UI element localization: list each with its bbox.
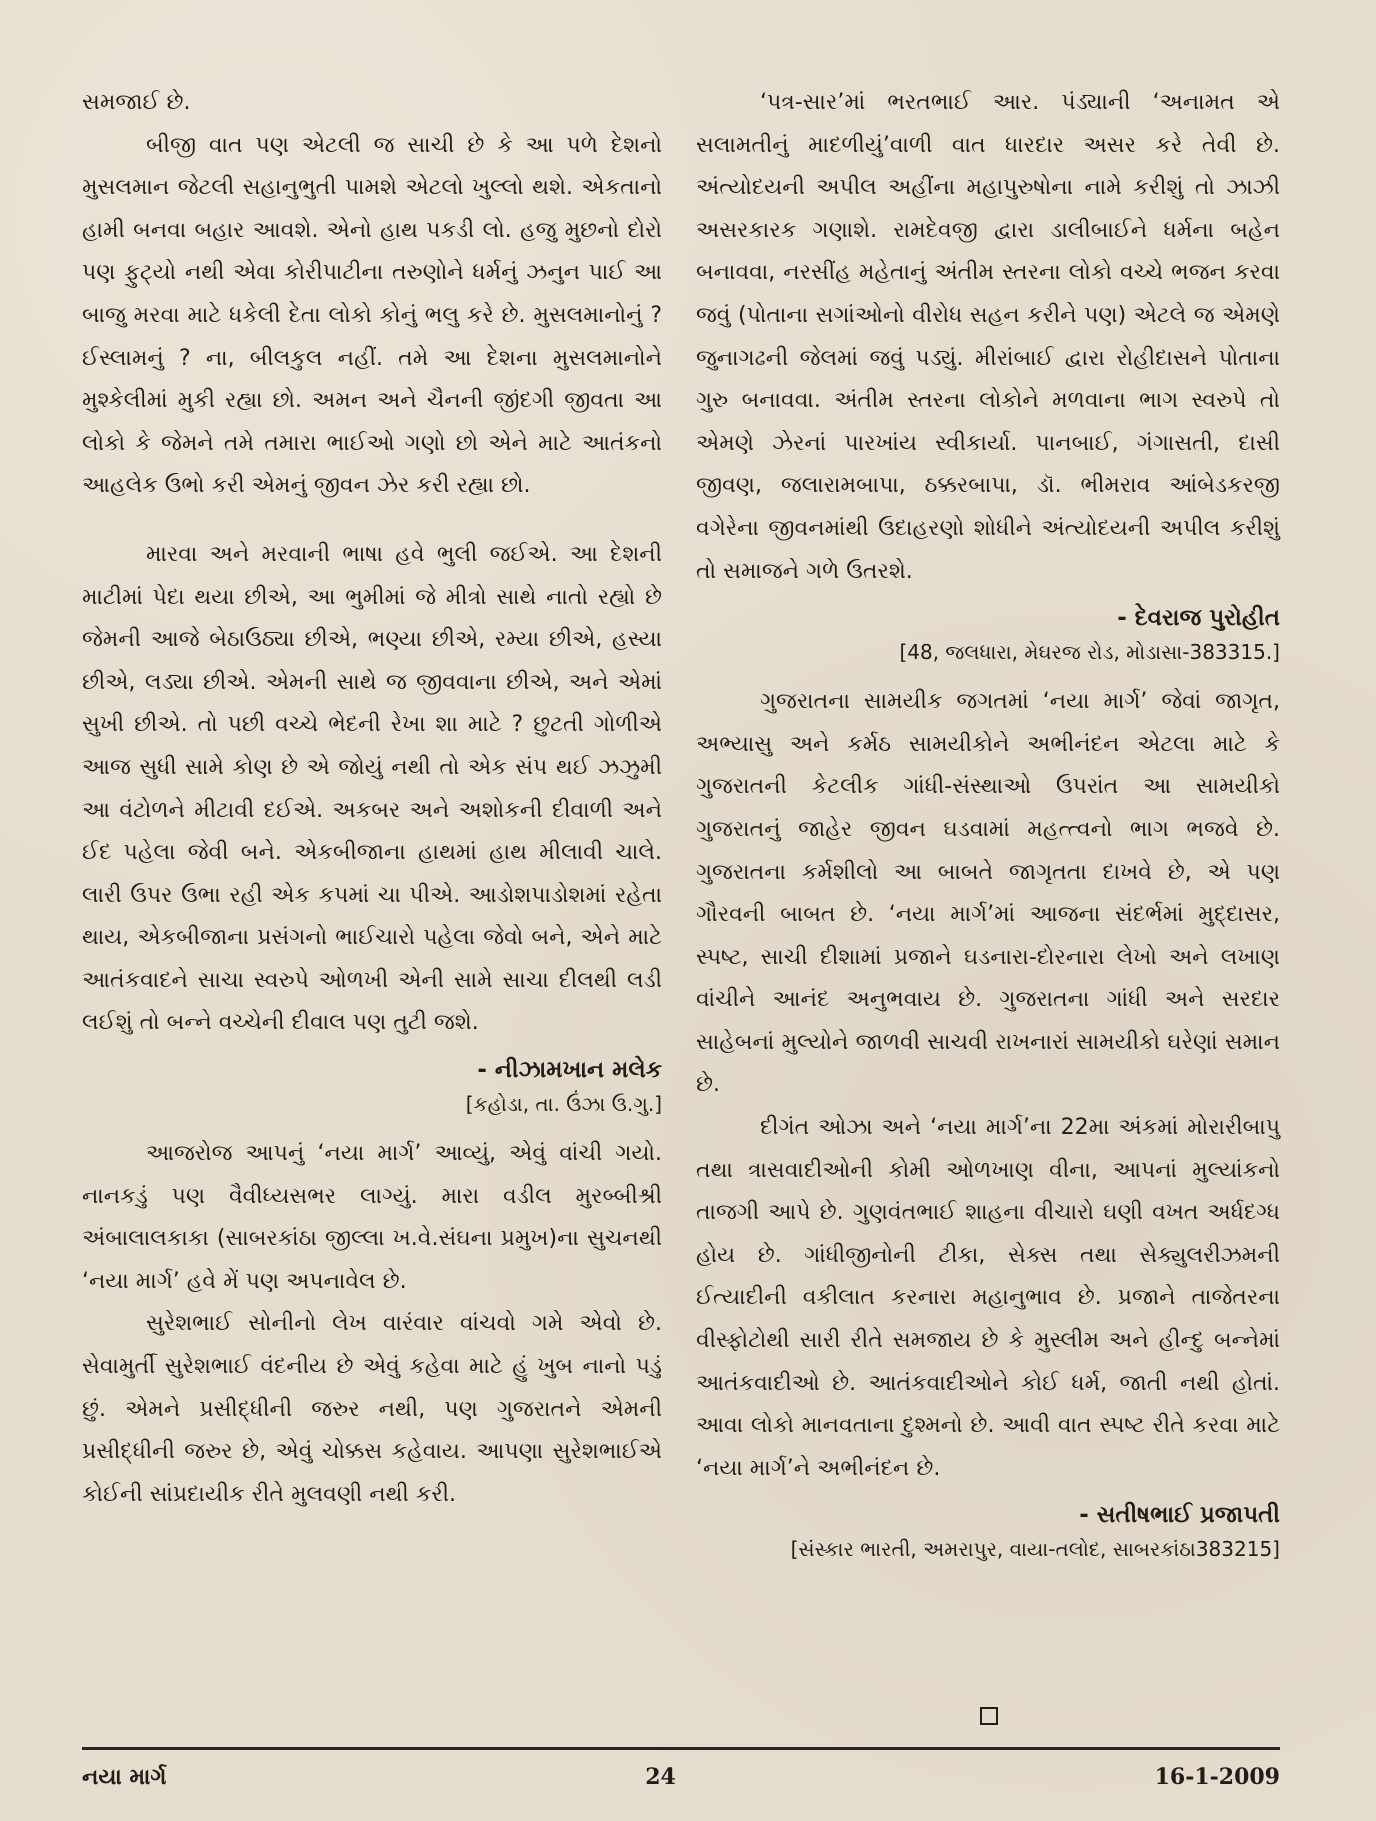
issue-date: 16-1-2009 bbox=[1154, 1764, 1280, 1790]
left-column bbox=[82, 82, 662, 1516]
letter-address-3: [સંસ્કાર ભારતી, અમરાપુર, વાયા-તલોદ, સાબરકાંઠા383215] bbox=[790, 1537, 1280, 1562]
left-paragraph-1: સમજાઈ છે. bbox=[82, 90, 191, 115]
right-paragraph-3: દીગંત ઓઝા અને ‘નયા માર્ગ’ના 22મા અંકમાં મોરારીબાપુ તથા ત્રાસવાદીઓની કોમી ઓળખાણ વીના, આપનાં મુલ્યાંકનો તાજગી આપે છે. ગુણવંતભાઈ શાહના વીચારો ઘણી વખત અર્ધદગ્ધ હોય છે. ગાંધીજીનોની ટીકા, સેક્સ તથા સેક્યુલરીઝમની ઈત્યાદીની વકીલાત કરનારા મહાનુભાવ છે. પ્રજાને તાજેતરના વીસ્ફોટોથી સારી રીતે સમજાય છે કે મુસ્લીમ અને હીન્દુ બન્નેમાં આતંકવાદીઓ છે. આતંકવાદીઓને કોઈ ધર્મ, જાતી નથી હોતાં. આવા લોકો માનવતાના દુશ્મનો છે. આવી વાત સ્પષ્ટ રીતે કરવા માટે ‘નયા માર્ગ’ને અભીનંદન છે. bbox=[696, 1115, 1280, 1481]
page-number: 24 bbox=[645, 1764, 676, 1790]
right-column bbox=[696, 82, 1280, 1578]
letter-address-1: [કહોડા, તા. ઉંઝા ઉ.ગુ.] bbox=[465, 1092, 662, 1117]
left-paragraph-5: સુરેશભાઈ સોનીનો લેખ વારંવાર વાંચવો ગમે એવો છે. સેવામુર્તી સુરેશભાઈ વંદનીય છે એવું કહેવા માટે હું ખુબ નાનો પડું છું. એમને પ્રસીદ્ધીની જરુર નથી, પણ ગુજરાતને એમની પ્રસીદ્ધીની જરુર છે, એવું ચોક્કસ કહેવાય. આપણા સુરેશભાઈએ કોઈની સાંપ્રદાયીક રીતે મુલવણી નથી કરી. bbox=[82, 1311, 662, 1507]
footer-rule bbox=[82, 1747, 1280, 1750]
end-square-icon bbox=[980, 1707, 998, 1725]
right-paragraph-2: ગુજરાતના સામયીક જગતમાં ‘નયા માર્ગ’ જેવાં જાગૃત, અભ્યાસુ અને કર્મઠ સામયીકોને અભીનંદન એટલા માટે કે ગુજરાતની કેટલીક ગાંધી-સંસ્થાઓ ઉપરાંત આ સામયીકો ગુજરાતનું જાહેર જીવન ઘડવામાં મહત્ત્વનો ભાગ ભજવે છે. ગુજરાતના કર્મશીલો આ બાબતે જાગૃતતા દાખવે છે, એ પણ ગૌરવની બાબત છે. ‘નયા માર્ગ’માં આજના સંદર્ભમાં મુદ્દાસર, સ્પષ્ટ, સાચી દીશામાં પ્રજાને ઘડનારા-દોરનારા લેખો અને લખાણ વાંચીને આનંદ અનુભવાય છે. ગુજરાતના ગાંધી અને સરદાર સાહેબનાં મુલ્યોને જાળવી સાચવી રાખનારાં સામયીકો ઘરેણાં સમાન છે. bbox=[696, 689, 1280, 1098]
letter-address-2: [48, જલધારા, મેઘરજ રોડ, મોડાસા-383315.] bbox=[899, 640, 1280, 665]
page-footer bbox=[82, 1762, 1280, 1792]
left-paragraph-2: બીજી વાત પણ એટલી જ સાચી છે કે આ પળે દેશનો મુસલમાન જેટલી સહાનુભુતી પામશે એટલો ખુલ્લો થશે. એકતાનો હામી બનવા બહાર આવશે. એનો હાથ પકડી લો. હજુ મુછનો દોરો પણ ફુટ્યો નથી એવા કોરીપાટીના તરુણોને ધર્મનું ઝનુન પાઈ આ બાજુ મરવા માટે ધકેલી દેતા લોકો કોનું ભલુ કરે છે. મુસલમાનોનું ? ઈસ્લામનું ? ના, બીલકુલ નહીં. તમે આ દેશના મુસલમાનોને મુશ્કેલીમાં મુકી રહ્યા છો. અમન અને ચૈનની જીંદગી જીવતા આ લોકો કે જેમને તમે તમારા ભાઈઓ ગણો છો એને માટે આતંકનો આહલેક ઉભો કરી એમનું જીવન ઝેર કરી રહ્યા છો. bbox=[82, 132, 662, 499]
letter-signature-3: - સતીષભાઈ પ્રજાપતી bbox=[1079, 1502, 1280, 1529]
letter-signature-2: - દેવરાજ પુરોહીત bbox=[1117, 605, 1280, 632]
left-paragraph-3: મારવા અને મરવાની ભાષા હવે ભુલી જઈએ. આ દેશની માટીમાં પેદા થયા છીએ, આ ભુમીમાં જે મીત્રો સાથે નાતો રહ્યો છે જેમની આજે બેઠાઉઠ્યા છીએ, ભણ્યા છીએ, રમ્યા છીએ, હસ્યા છીએ, લડ્યા છીએ. એમની સાથે જ જીવવાના છીએ, અને એમાં સુખી છીએ. તો પછી વચ્ચે ભેદની રેખા શા માટે ? છુટતી ગોળીએ આજ સુધી સામે કોણ છે એ જોયું નથી તો એક સંપ થઈ ઝઝુમી આ વંટોળને મીટાવી દઈએ. અકબર અને અશોકની દીવાળી અને ઈદ પહેલા જેવી બને. એકબીજાના હાથમાં હાથ મીલાવી ચાલે. લારી ઉપર ઉભા રહી એક કપમાં ચા પીએ. આડોશપાડોશમાં રહેતા થાય, એકબીજાના પ્રસંગનો ભાઈચારો પહેલા જેવો બને, એને માટે આતંકવાદને સાચા સ્વરુપે ઓળખી એની સામે સાચા દીલથી લડી લઈશું તો બન્ને વચ્ચેની દીવાલ પણ તુટી જશે. bbox=[82, 541, 662, 1036]
paragraph-gap bbox=[82, 508, 662, 534]
letter-signature-1: - નીઝામખાન મલેક bbox=[477, 1057, 662, 1084]
right-paragraph-1: ‘પત્ર-સાર’માં ભરતભાઈ આર. પંડ્યાની ‘અનામત એ સલામતીનું માદળીયું’વાળી વાત ધારદાર અસર કરે તેવી છે. અંત્યોદયની અપીલ અહીંના મહાપુરુષોના નામે કરીશું તો ઝાઝી અસરકારક ગણાશે. રામદેવજી દ્વારા ડાલીબાઈને ધર્મના બહેન બનાવવા, નરસીંહ મહેતાનું અંતીમ સ્તરના લોકો વચ્ચે ભજન કરવા જવું (પોતાના સગાંઓનો વીરોધ સહન કરીને પણ) એટલે જ એમણે જુનાગઢની જેલમાં જવું પડ્યું. મીરાંબાઈ દ્વારા રોહીદાસને પોતાના ગુરુ બનાવવા. અંતીમ સ્તરના લોકોને મળવાના ભાગ સ્વરુપે તો એમણે ઝેરનાં પારખાંય સ્વીકાર્યા. પાનબાઈ, ગંગાસતી, દાસી જીવણ, જલારામબાપા, ઠક્કરબાપા, ડૉ. ભીમરાવ આંબેડકરજી વગેરેના જીવનમાંથી ઉદાહરણો શોધીને અંત્યોદયની અપીલ કરીશું તો સમાજને ગળે ઉતરશે. bbox=[696, 90, 1280, 584]
magazine-name: નયા માર્ગ bbox=[82, 1764, 167, 1790]
left-paragraph-4: આજરોજ આપનું ‘નયા માર્ગ’ આવ્યું, એવું વાંચી ગયો. નાનકડું પણ વૈવીધ્યસભર લાગ્યું. મારા વડીલ મુરબ્બીશ્રી અંબાલાલકાકા (સાબરકાંઠા જીલ્લા ખ.વે.સંઘના પ્રમુખ)ના સુચનથી ‘નયા માર્ગ’ હવે મેં પણ અપનાવેલ છે. bbox=[82, 1141, 662, 1294]
